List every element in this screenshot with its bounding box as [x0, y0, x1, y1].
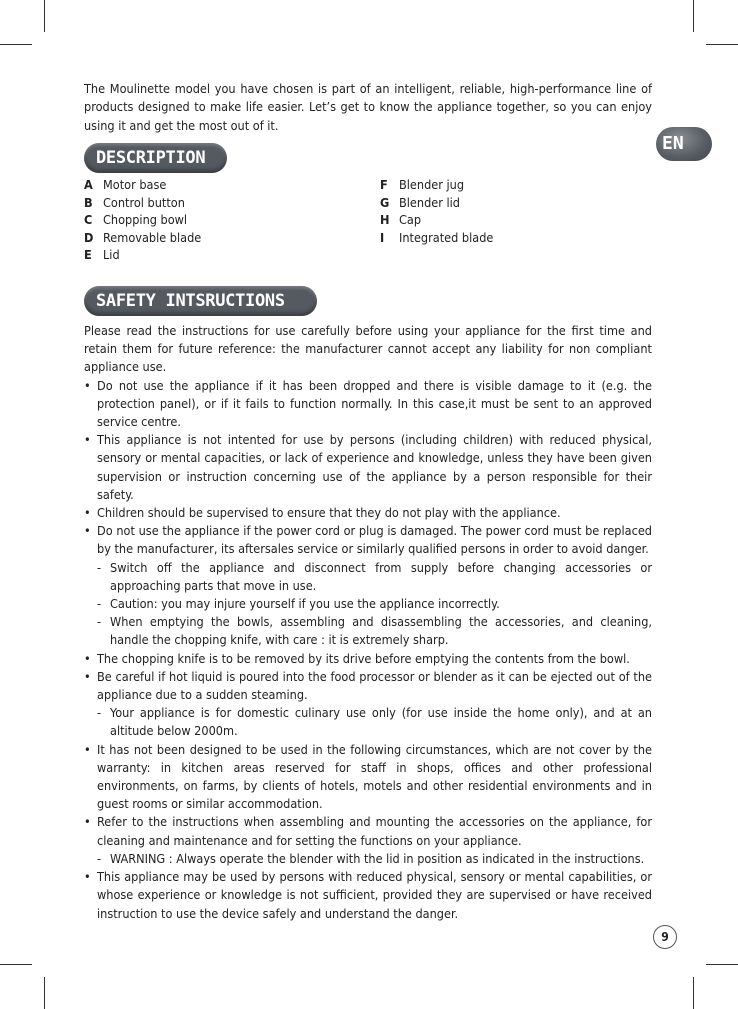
list-item	[84, 229, 201, 247]
list-item	[380, 176, 493, 194]
bullet-text: Children should be supervised to ensure that they do not play with the appliance.	[97, 505, 561, 521]
sub-list-item	[84, 559, 652, 595]
language-badge: EN	[656, 127, 712, 161]
description-list-left	[84, 176, 201, 264]
list-item	[84, 246, 201, 264]
sub-item-text: Caution: you may injure yourself if you use the appliance incorrectly.	[110, 596, 500, 612]
item-label: Integrated blade	[399, 229, 494, 245]
bullet-icon: •	[84, 650, 91, 666]
sub-list-item	[84, 613, 652, 649]
bullet-icon: •	[84, 869, 91, 885]
list-item	[84, 176, 201, 194]
crop-mark	[44, 977, 45, 1009]
item-label: Blender lid	[399, 194, 460, 210]
bullet-text: Do not use the appliance if the power cord or plug is damaged. The power cord must be replaced by the manufacturer, its aftersales service or similarly qualified persons in order to avoid danger.	[97, 523, 652, 557]
item-label: Motor base	[103, 177, 167, 192]
item-letter: G	[380, 194, 390, 210]
item-letter: F	[380, 177, 388, 192]
item-label: Cap	[399, 212, 422, 228]
item-letter: C	[84, 212, 93, 228]
description-list-right	[380, 176, 493, 246]
dash-icon: -	[97, 705, 102, 721]
list-item	[84, 194, 201, 212]
bullet-text: Be careful if hot liquid is poured into the food processor or blender as it can be ejected out of the appliance due to a sudden steaming.	[97, 668, 652, 703]
list-item	[380, 194, 493, 212]
intro-paragraph: The Moulinette model you have chosen is part of an intelligent, reliable, high-performance line of products designed to make life easier. Let’s get to know the appliance together, so you can enjoy using it and get the most out of it.	[84, 81, 652, 133]
bullet-text: The chopping knife is to be removed by its drive before emptying the contents from the bowl.	[97, 650, 630, 666]
bullet-icon: •	[84, 505, 91, 521]
item-letter: H	[380, 212, 390, 228]
bullet-text: Do not use the appliance if it has been dropped and there is visible damage to it (e.g. the protection panel), or if it fails to function normally. In this case,it must be sent to an approved service centre.	[97, 377, 652, 430]
item-label: Blender jug	[399, 177, 465, 192]
page-number: 9	[653, 925, 677, 949]
list-item	[84, 522, 652, 558]
list-item	[84, 668, 652, 704]
sub-item-text: Switch off the appliance and disconnect from supply before changing accessories or approaching parts that move in use.	[110, 559, 652, 593]
bullet-icon: •	[84, 432, 91, 448]
bullet-text: This appliance is not intented for use by persons (including children) with reduced physical, sensory or mental capacities, or lack of experience and knowledge, unless they have been given supervision or instruction concerning use of the appliance by a person responsible for their safety.	[97, 432, 652, 502]
crop-mark	[706, 964, 738, 965]
safety-heading: SAFETY INTSRUCTIONS	[84, 286, 317, 316]
sub-item-text: Your appliance is for domestic culinary use only (for use inside the home only), and at an altitude below 2000m.	[110, 705, 652, 739]
list-item	[84, 813, 652, 849]
list-item	[380, 211, 493, 229]
crop-mark	[0, 964, 32, 965]
sub-list-item	[84, 704, 652, 740]
bullet-icon: •	[84, 668, 91, 684]
description-heading: DESCRIPTION	[84, 143, 227, 173]
bullet-icon: •	[84, 741, 91, 757]
item-label: Control button	[103, 194, 185, 210]
crop-mark	[693, 0, 694, 32]
item-label: Removable blade	[103, 229, 202, 245]
sub-item-text: WARNING : Always operate the blender with the lid in position as indicated in the instructions.	[110, 850, 645, 866]
bullet-icon: •	[84, 377, 91, 393]
sub-list-item	[84, 850, 652, 868]
list-item	[84, 650, 652, 668]
bullet-icon: •	[84, 814, 91, 830]
item-letter: B	[84, 194, 93, 210]
crop-mark	[706, 44, 738, 45]
dash-icon: -	[97, 850, 102, 866]
list-item	[84, 868, 652, 923]
bullet-text: Refer to the instructions when assembling and mounting the accessories on the appliance, for cleaning and maintenance and for setting the functions on your appliance.	[97, 814, 652, 848]
safety-intro: Please read the instructions for use carefully before using your appliance for the first time and retain them for future reference: the manufacturer cannot accept any liability for non compliant appliance use.	[84, 323, 652, 375]
bullet-text: It has not been designed to be used in the following circumstances, which are not cover by the warranty: in kitchen areas reserved for staff in shops, offices and other professional environments, on farms, by clients of hotels, motels and other residential environments and in guest rooms or similar accommodation.	[97, 741, 652, 812]
list-item	[84, 741, 652, 814]
item-letter: A	[84, 177, 93, 192]
list-item	[84, 377, 652, 432]
sub-item-text: When emptying the bowls, assembling and disassembling the accessories, and cleaning, handle the chopping knife, with care : it is extremely sharp.	[110, 614, 652, 648]
crop-mark	[44, 0, 45, 32]
item-letter: E	[84, 247, 92, 263]
bullet-icon: •	[84, 523, 91, 539]
sub-list-item	[84, 595, 652, 613]
crop-mark	[693, 977, 694, 1009]
dash-icon: -	[97, 596, 102, 612]
item-label: Chopping bowl	[103, 212, 188, 228]
item-letter: I	[380, 229, 385, 245]
bullet-text: This appliance may be used by persons with reduced physical, sensory or mental capabilities, or whose experience or knowledge is not sufficient, provided they are supervised or have received instruction to use the device safely and understand the danger.	[97, 869, 652, 921]
list-item	[84, 211, 201, 229]
safety-instructions	[84, 322, 652, 923]
dash-icon: -	[97, 614, 102, 630]
list-item	[84, 504, 652, 522]
dash-icon: -	[97, 559, 102, 575]
list-item	[380, 229, 493, 247]
item-letter: D	[84, 229, 94, 245]
item-label: Lid	[103, 247, 120, 263]
list-item	[84, 431, 652, 504]
crop-mark	[0, 44, 32, 45]
